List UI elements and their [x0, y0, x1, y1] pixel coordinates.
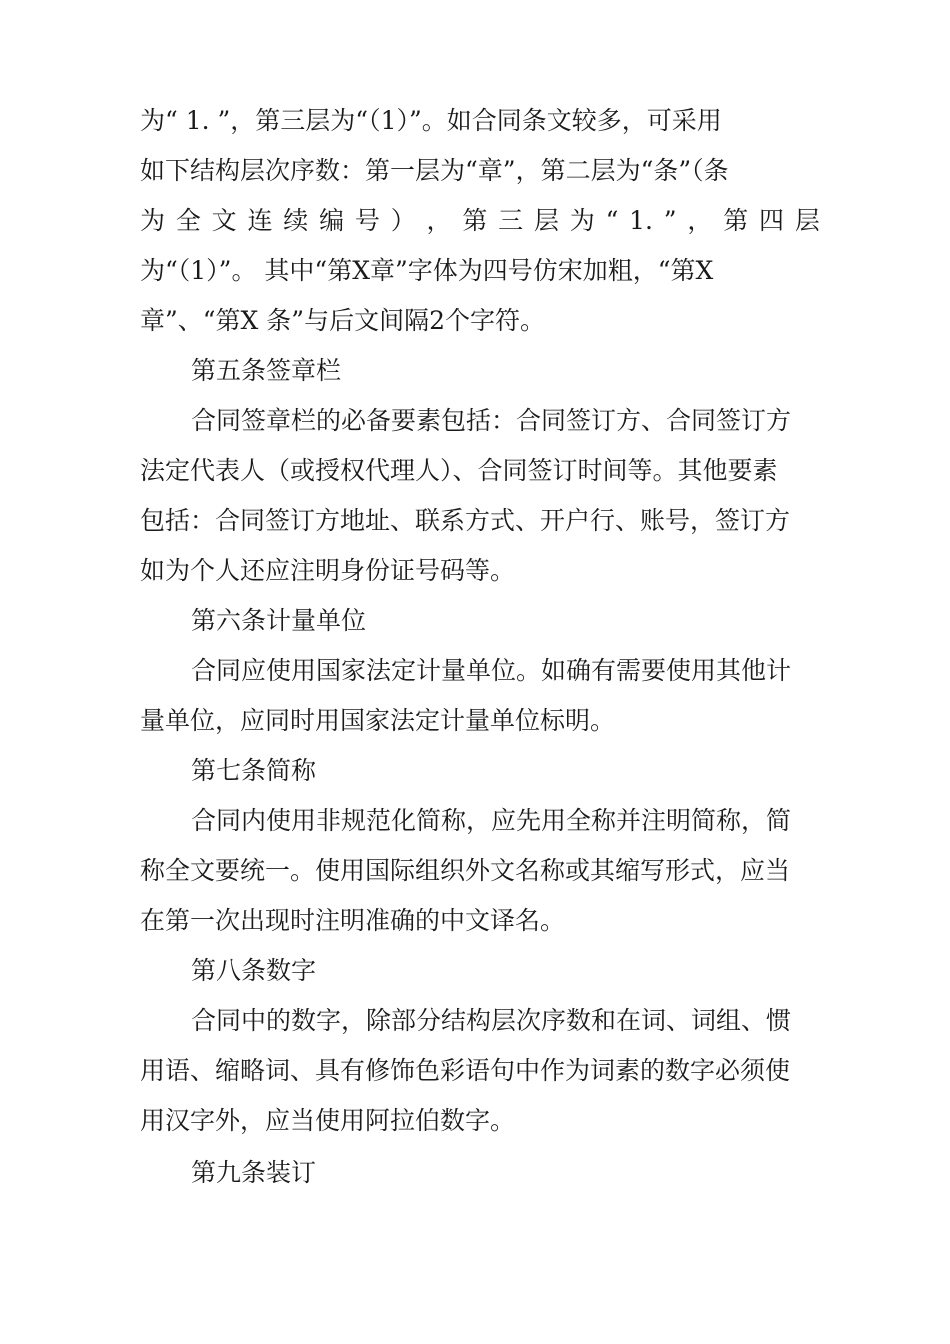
section-heading-7: 第七条简称 — [191, 756, 317, 785]
char: ， — [687, 206, 713, 235]
text-line: 章”、“第X 条”与后文间隔2个字符。 — [140, 306, 545, 335]
char: ” — [663, 206, 677, 235]
text-line: 为“ 1. ”，第三层为“（1）”。如合同条文较多，可采用 — [140, 106, 722, 135]
char: 第 — [723, 206, 749, 235]
paragraph-first-line: 合同应使用国家法定计量单位。如确有需要使用其他计 — [191, 656, 792, 685]
char: 文 — [211, 206, 237, 235]
section-heading-5: 第五条签章栏 — [191, 356, 342, 385]
char: ） — [390, 206, 416, 235]
text-line: 称全文要统一。使用国际组织外文名称或其缩写形式，应当 — [140, 856, 791, 885]
paragraph-first-line: 合同签章栏的必备要素包括：合同签订方、合同签订方 — [191, 406, 792, 435]
section-heading-9: 第九条装订 — [191, 1158, 317, 1187]
text-line: 量单位，应同时用国家法定计量单位标明。 — [140, 706, 616, 735]
char: 为 — [140, 206, 166, 235]
char: 连 — [247, 206, 273, 235]
paragraph-first-line: 合同内使用非规范化简称，应先用全称并注明简称，简 — [191, 806, 792, 835]
char: 第 — [462, 206, 488, 235]
char: 号 — [354, 206, 380, 235]
text-line: 在第一次出现时注明准确的中文译名。 — [140, 906, 566, 935]
paragraph-first-line: 合同中的数字，除部分结构层次序数和在词、词组、惯 — [191, 1006, 792, 1035]
char: 层 — [533, 206, 559, 235]
char: 为 — [569, 206, 595, 235]
section-heading-6: 第六条计量单位 — [191, 606, 367, 635]
char: 四 — [759, 206, 785, 235]
section-heading-8: 第八条数字 — [191, 956, 317, 985]
text-line: 如为个人还应注明身份证号码等。 — [140, 556, 516, 585]
text-line: 为“（1）”。 其中“第X章”字体为四号仿宋加粗，“第X — [140, 256, 714, 285]
char: 1. — [629, 206, 653, 235]
text-line: 法定代表人（或授权代理人）、合同签订时间等。其他要素 — [140, 456, 778, 485]
char: 全 — [175, 206, 201, 235]
text-line: 包括：合同签订方地址、联系方式、开户行、账号，签订方 — [140, 506, 791, 535]
text-line: 用汉字外，应当使用阿拉伯数字。 — [140, 1106, 516, 1135]
char: 续 — [283, 206, 309, 235]
char: “ — [605, 206, 619, 235]
char: 层 — [794, 206, 820, 235]
text-line-justified — [140, 204, 820, 238]
char: 编 — [319, 206, 345, 235]
text-line: 用语、缩略词、具有修饰色彩语句中作为词素的数字必须使 — [140, 1056, 791, 1085]
text-line: 如下结构层次序数：第一层为“章”，第二层为“条”（条 — [140, 156, 729, 185]
char: ， — [426, 206, 452, 235]
char: 三 — [498, 206, 524, 235]
